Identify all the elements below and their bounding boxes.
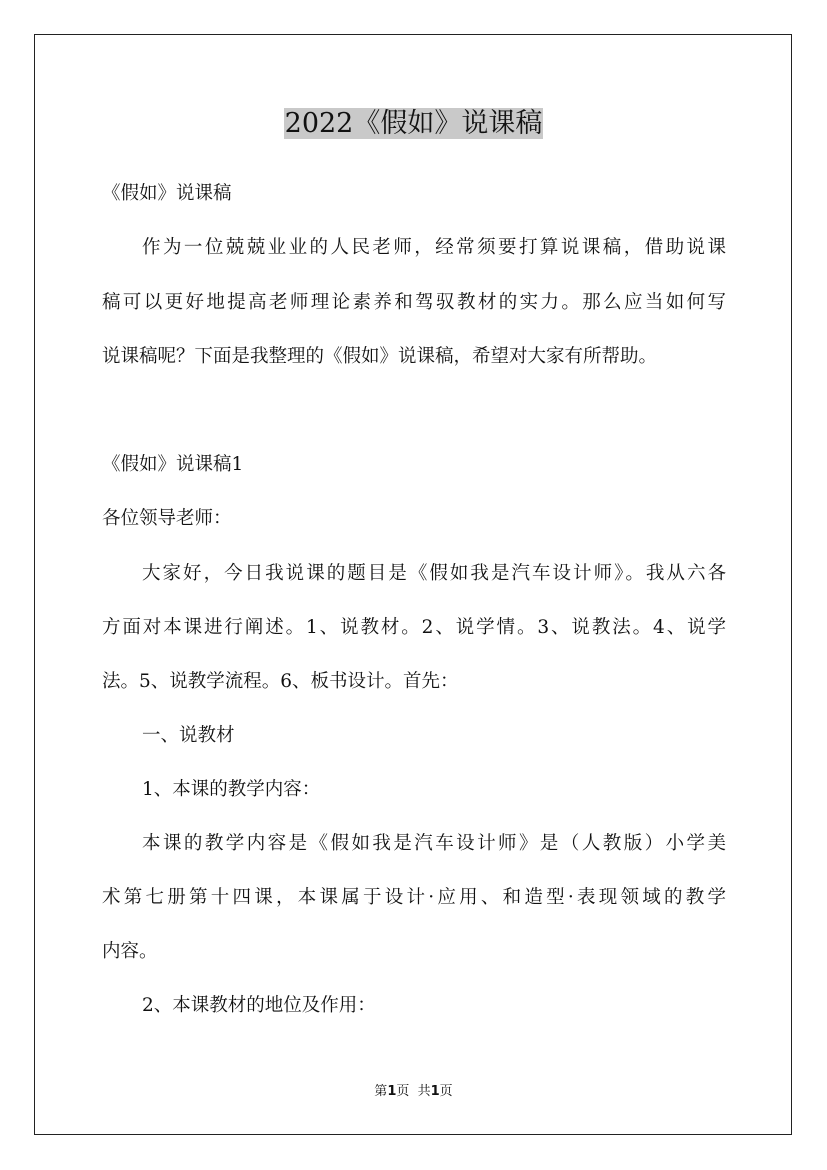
para2-line-3: 内容。 bbox=[102, 941, 158, 962]
para1-line-1: 大家好，今日我说课的题目是《假如我是汽车设计师》。我从六各 bbox=[142, 563, 726, 584]
document-title-text: 2022《假如》说课稿 bbox=[284, 108, 543, 139]
intro-line-3: 说课稿呢？下面是我整理的《假如》说课稿，希望对大家有所帮助。 bbox=[102, 346, 658, 367]
page-footer bbox=[0, 1083, 827, 1101]
section-heading: 《假如》说课稿1 bbox=[102, 454, 244, 475]
footer-page-number: 1 bbox=[387, 1084, 397, 1099]
intro-line-2: 稿可以更好地提高老师理论素养和驾驭教材的实力。那么应当如何写 bbox=[102, 292, 726, 313]
footer-total-pages: 1 bbox=[430, 1084, 440, 1099]
document-subtitle: 《假如》说课稿 bbox=[102, 183, 232, 204]
heading-teaching-materials: 一、说教材 bbox=[142, 725, 235, 746]
heading-content: 1、本课的教学内容： bbox=[142, 779, 321, 800]
para1-line-3: 法。5、说教学流程。6、板书设计。首先： bbox=[102, 671, 459, 692]
heading-status-role: 2、本课教材的地位及作用： bbox=[142, 995, 376, 1016]
para1-line-2: 方面对本课进行阐述。1、说教材。2、说学情。3、说教法。4、说学 bbox=[102, 617, 726, 638]
greeting: 各位领导老师： bbox=[102, 508, 232, 529]
footer-prefix: 第 bbox=[374, 1084, 388, 1099]
intro-line-1: 作为一位兢兢业业的人民老师，经常须要打算说课稿，借助说课 bbox=[142, 237, 726, 258]
footer-suffix: 页 bbox=[439, 1084, 453, 1099]
footer-mid: 页 共 bbox=[396, 1084, 431, 1099]
para2-line-2: 术第七册第十四课，本课属于设计·应用、和造型·表现领域的教学 bbox=[102, 887, 726, 908]
document-title bbox=[0, 102, 827, 146]
para2-line-1: 本课的教学内容是《假如我是汽车设计师》是（人教版）小学美 bbox=[142, 833, 726, 854]
